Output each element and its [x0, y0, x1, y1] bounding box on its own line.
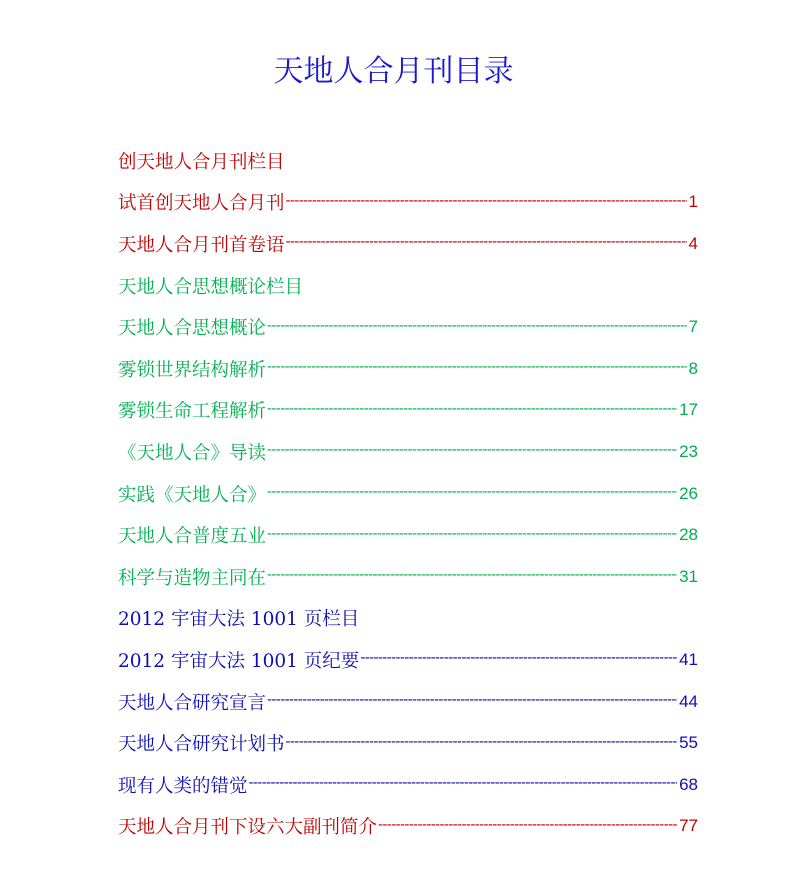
toc-page-number: 28 — [679, 525, 698, 545]
toc-section-heading — [118, 598, 698, 640]
toc-page-number: 26 — [679, 483, 698, 503]
toc-entry-title: 2012 宇宙大法 1001 页栏目 — [118, 609, 360, 631]
toc-entry — [118, 182, 698, 224]
toc-dot-leader — [267, 358, 687, 375]
toc-entry — [118, 390, 698, 432]
toc-page-number: 8 — [688, 358, 698, 378]
toc-page-number: 55 — [679, 733, 698, 753]
toc-page-number: 41 — [679, 649, 698, 669]
toc-page-number: 31 — [679, 566, 698, 586]
toc-dot-leader — [267, 400, 677, 417]
toc-page-number: 1 — [688, 192, 698, 212]
document-title: 天地人合月刊目录 — [273, 54, 514, 89]
toc-dot-leader — [378, 816, 677, 833]
toc-section-heading — [118, 265, 698, 307]
toc-page-number: 23 — [679, 441, 698, 461]
toc-page-number: 7 — [688, 317, 698, 337]
toc-dot-leader — [267, 691, 677, 708]
toc-dot-leader — [267, 566, 677, 583]
toc-entry-title: 创天地人合月刊栏目 — [118, 151, 285, 173]
toc-entry-title: 试首创天地人合月刊 — [118, 193, 285, 215]
toc-dot-leader — [249, 774, 678, 791]
toc-entry — [118, 223, 698, 265]
toc-entry-title: 科学与造物主同在 — [118, 567, 267, 589]
toc-entry — [118, 806, 698, 848]
toc-entry — [118, 431, 698, 473]
toc-entry-title: 天地人合研究计划书 — [118, 734, 285, 756]
toc-entry-title: 雾锁生命工程解析 — [118, 401, 267, 423]
toc-dot-leader — [286, 233, 687, 250]
toc-dot-leader — [286, 733, 678, 750]
toc-page-number: 17 — [679, 400, 698, 420]
toc-entry-title: 雾锁世界结构解析 — [118, 359, 267, 381]
toc-entry — [118, 514, 698, 556]
toc-dot-leader — [360, 649, 677, 666]
toc-entry-title: 天地人合月刊首卷语 — [118, 234, 285, 256]
toc-page-number: 4 — [688, 233, 698, 253]
toc-page-number: 44 — [679, 691, 698, 711]
toc-section-heading — [118, 140, 698, 182]
toc-page-number: 77 — [679, 816, 698, 836]
toc-dot-leader — [267, 525, 677, 542]
toc-entry-title: 2012 宇宙大法 1001 页纪要 — [118, 650, 360, 672]
toc-entry — [118, 639, 698, 681]
toc-entry — [118, 556, 698, 598]
toc-entry-title: 《天地人合》导读 — [118, 442, 267, 464]
toc-entry-title: 天地人合月刊下设六大副刊简介 — [118, 817, 378, 839]
toc-entry-title: 天地人合思想概论 — [118, 318, 267, 340]
toc-entry — [118, 473, 698, 515]
toc-dot-leader — [267, 483, 677, 500]
toc-entry — [118, 306, 698, 348]
toc-entry — [118, 348, 698, 390]
toc-dot-leader — [267, 317, 687, 334]
toc-entry-title: 实践《天地人合》 — [118, 484, 267, 506]
toc-page-number: 68 — [679, 774, 698, 794]
toc-entry — [118, 764, 698, 806]
toc-dot-leader — [267, 441, 677, 458]
toc-entry — [118, 681, 698, 723]
toc-dot-leader — [286, 192, 687, 209]
toc-entry — [118, 722, 698, 764]
table-of-contents — [118, 140, 698, 847]
toc-entry-title: 现有人类的错觉 — [118, 775, 248, 797]
toc-entry-title: 天地人合普度五业 — [118, 526, 267, 548]
toc-entry-title: 天地人合研究宣言 — [118, 692, 267, 714]
toc-entry-title: 天地人合思想概论栏目 — [118, 276, 304, 298]
